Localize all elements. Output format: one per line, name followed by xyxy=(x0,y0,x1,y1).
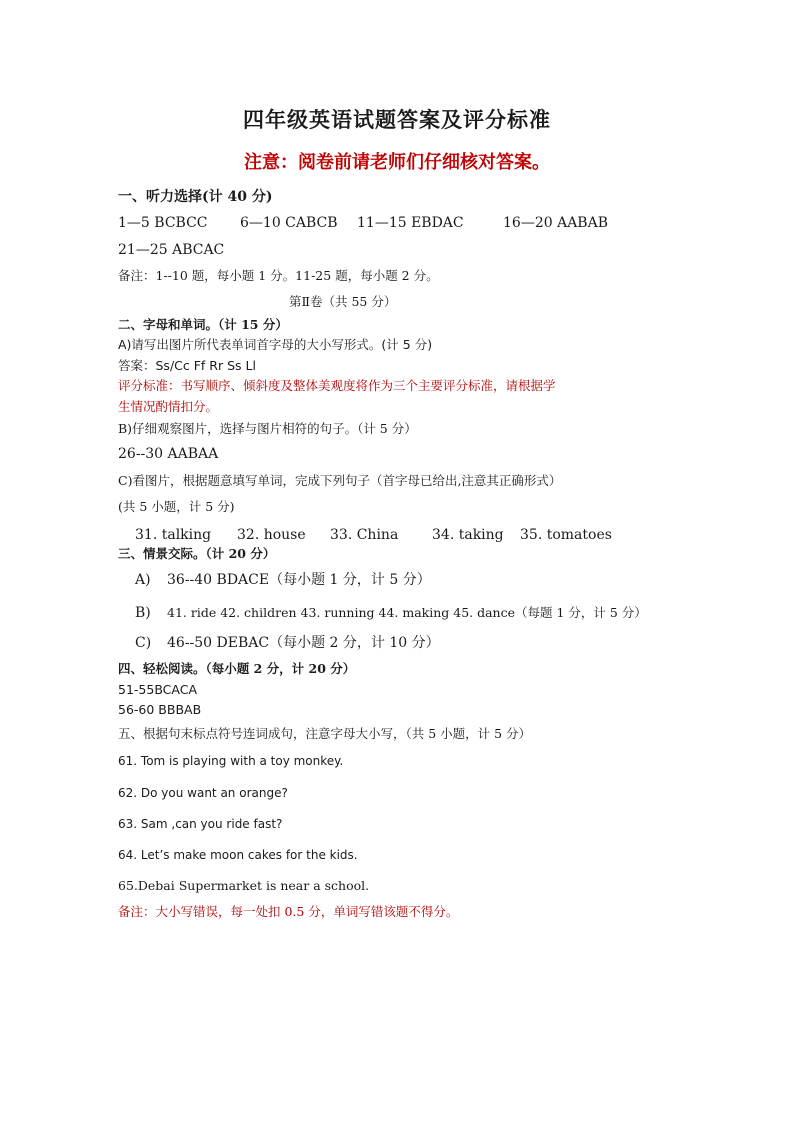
answer-35: 35. tomatoes xyxy=(520,527,612,543)
section-3b-answer: 41. ride 42. children 43. running 44. making 45. dance（每题 1 分，计 5 分） xyxy=(167,605,647,620)
answer-6-10: 6—10 CABCB xyxy=(240,215,338,231)
section-3c-label: C) xyxy=(135,635,152,651)
answer-1-5: 1—5 BCBCC xyxy=(118,215,208,231)
section-4-heading: 四、轻松阅读。（每小题 2 分，计 20 分） xyxy=(118,661,356,676)
sentence-65: 65.Debai Supermarket is near a school. xyxy=(118,878,370,893)
sentence-63: 63. Sam ,can you ride fast? xyxy=(118,817,283,831)
section-3b-label: B) xyxy=(135,605,151,621)
answer-56-60: 56-60 BBBAB xyxy=(118,702,202,717)
section-3a-label: A) xyxy=(135,572,151,588)
section-1-heading: 一、听力选择(计 40 分) xyxy=(118,189,273,205)
section-2-heading: 二、字母和单词。（计 15 分） xyxy=(118,317,288,332)
sentence-61: 61. Tom is playing with a toy monkey. xyxy=(118,754,344,768)
section-3a-answer: 36--40 BDACE（每小题 1 分，计 5 分） xyxy=(167,572,431,588)
section-1-note: 备注：1--10 题，每小题 1 分。11-25 题，每小题 2 分。 xyxy=(118,268,439,283)
section-3c-answer: 46--50 DEBAC（每小题 2 分，计 10 分） xyxy=(167,635,440,651)
notice: 注意：阅卷前请老师们仔细核对答案。 xyxy=(244,152,550,173)
sentence-64: 64. Let’s make moon cakes for the kids. xyxy=(118,848,358,862)
section-5-note: 备注：大小写错误，每一处扣 0.5 分，单词写错该题不得分。 xyxy=(118,904,459,919)
section-2c-question-line-1: C)看图片，根据题意填写单词，完成下列句子（首字母已给出,注意其正确形式） xyxy=(118,473,562,488)
answer-16-20: 16—20 AABAB xyxy=(503,215,608,231)
grading-criteria-line-2: 生情况酌情扣分。 xyxy=(118,399,219,414)
answer-34: 34. taking xyxy=(432,527,504,543)
answer-31: 31. talking xyxy=(135,527,212,543)
part-2-heading: 第Ⅱ卷（共 55 分） xyxy=(289,294,397,309)
section-2a-answer: 答案：Ss/Cc Ff Rr Ss Ll xyxy=(118,358,256,373)
section-2b-question: B)仔细观察图片，选择与图片相符的句子。（计 5 分） xyxy=(118,421,417,436)
section-3-heading: 三、情景交际。（计 20 分） xyxy=(118,546,276,561)
grading-criteria-line-1: 评分标准：书写顺序、倾斜度及整体美观度将作为三个主要评分标准，请根据学 xyxy=(118,378,556,393)
sentence-62: 62. Do you want an orange? xyxy=(118,786,288,800)
section-5-heading: 五、根据句末标点符号连词成句，注意字母大小写，（共 5 小题，计 5 分） xyxy=(118,726,532,741)
section-2b-answer: 26--30 AABAA xyxy=(118,446,219,462)
section-2c-question-line-2: (共 5 小题，计 5 分) xyxy=(118,499,235,514)
page-title: 四年级英语试题答案及评分标准 xyxy=(243,107,551,132)
answer-33: 33. China xyxy=(330,527,399,543)
section-2a-question: A)请写出图片所代表单词首字母的大小写形式。(计 5 分) xyxy=(118,337,433,352)
answer-21-25: 21—25 ABCAC xyxy=(118,242,225,258)
answer-32: 32. house xyxy=(237,527,306,543)
answer-11-15: 11—15 EBDAC xyxy=(357,215,464,231)
answer-51-55: 51-55BCACA xyxy=(118,682,198,697)
